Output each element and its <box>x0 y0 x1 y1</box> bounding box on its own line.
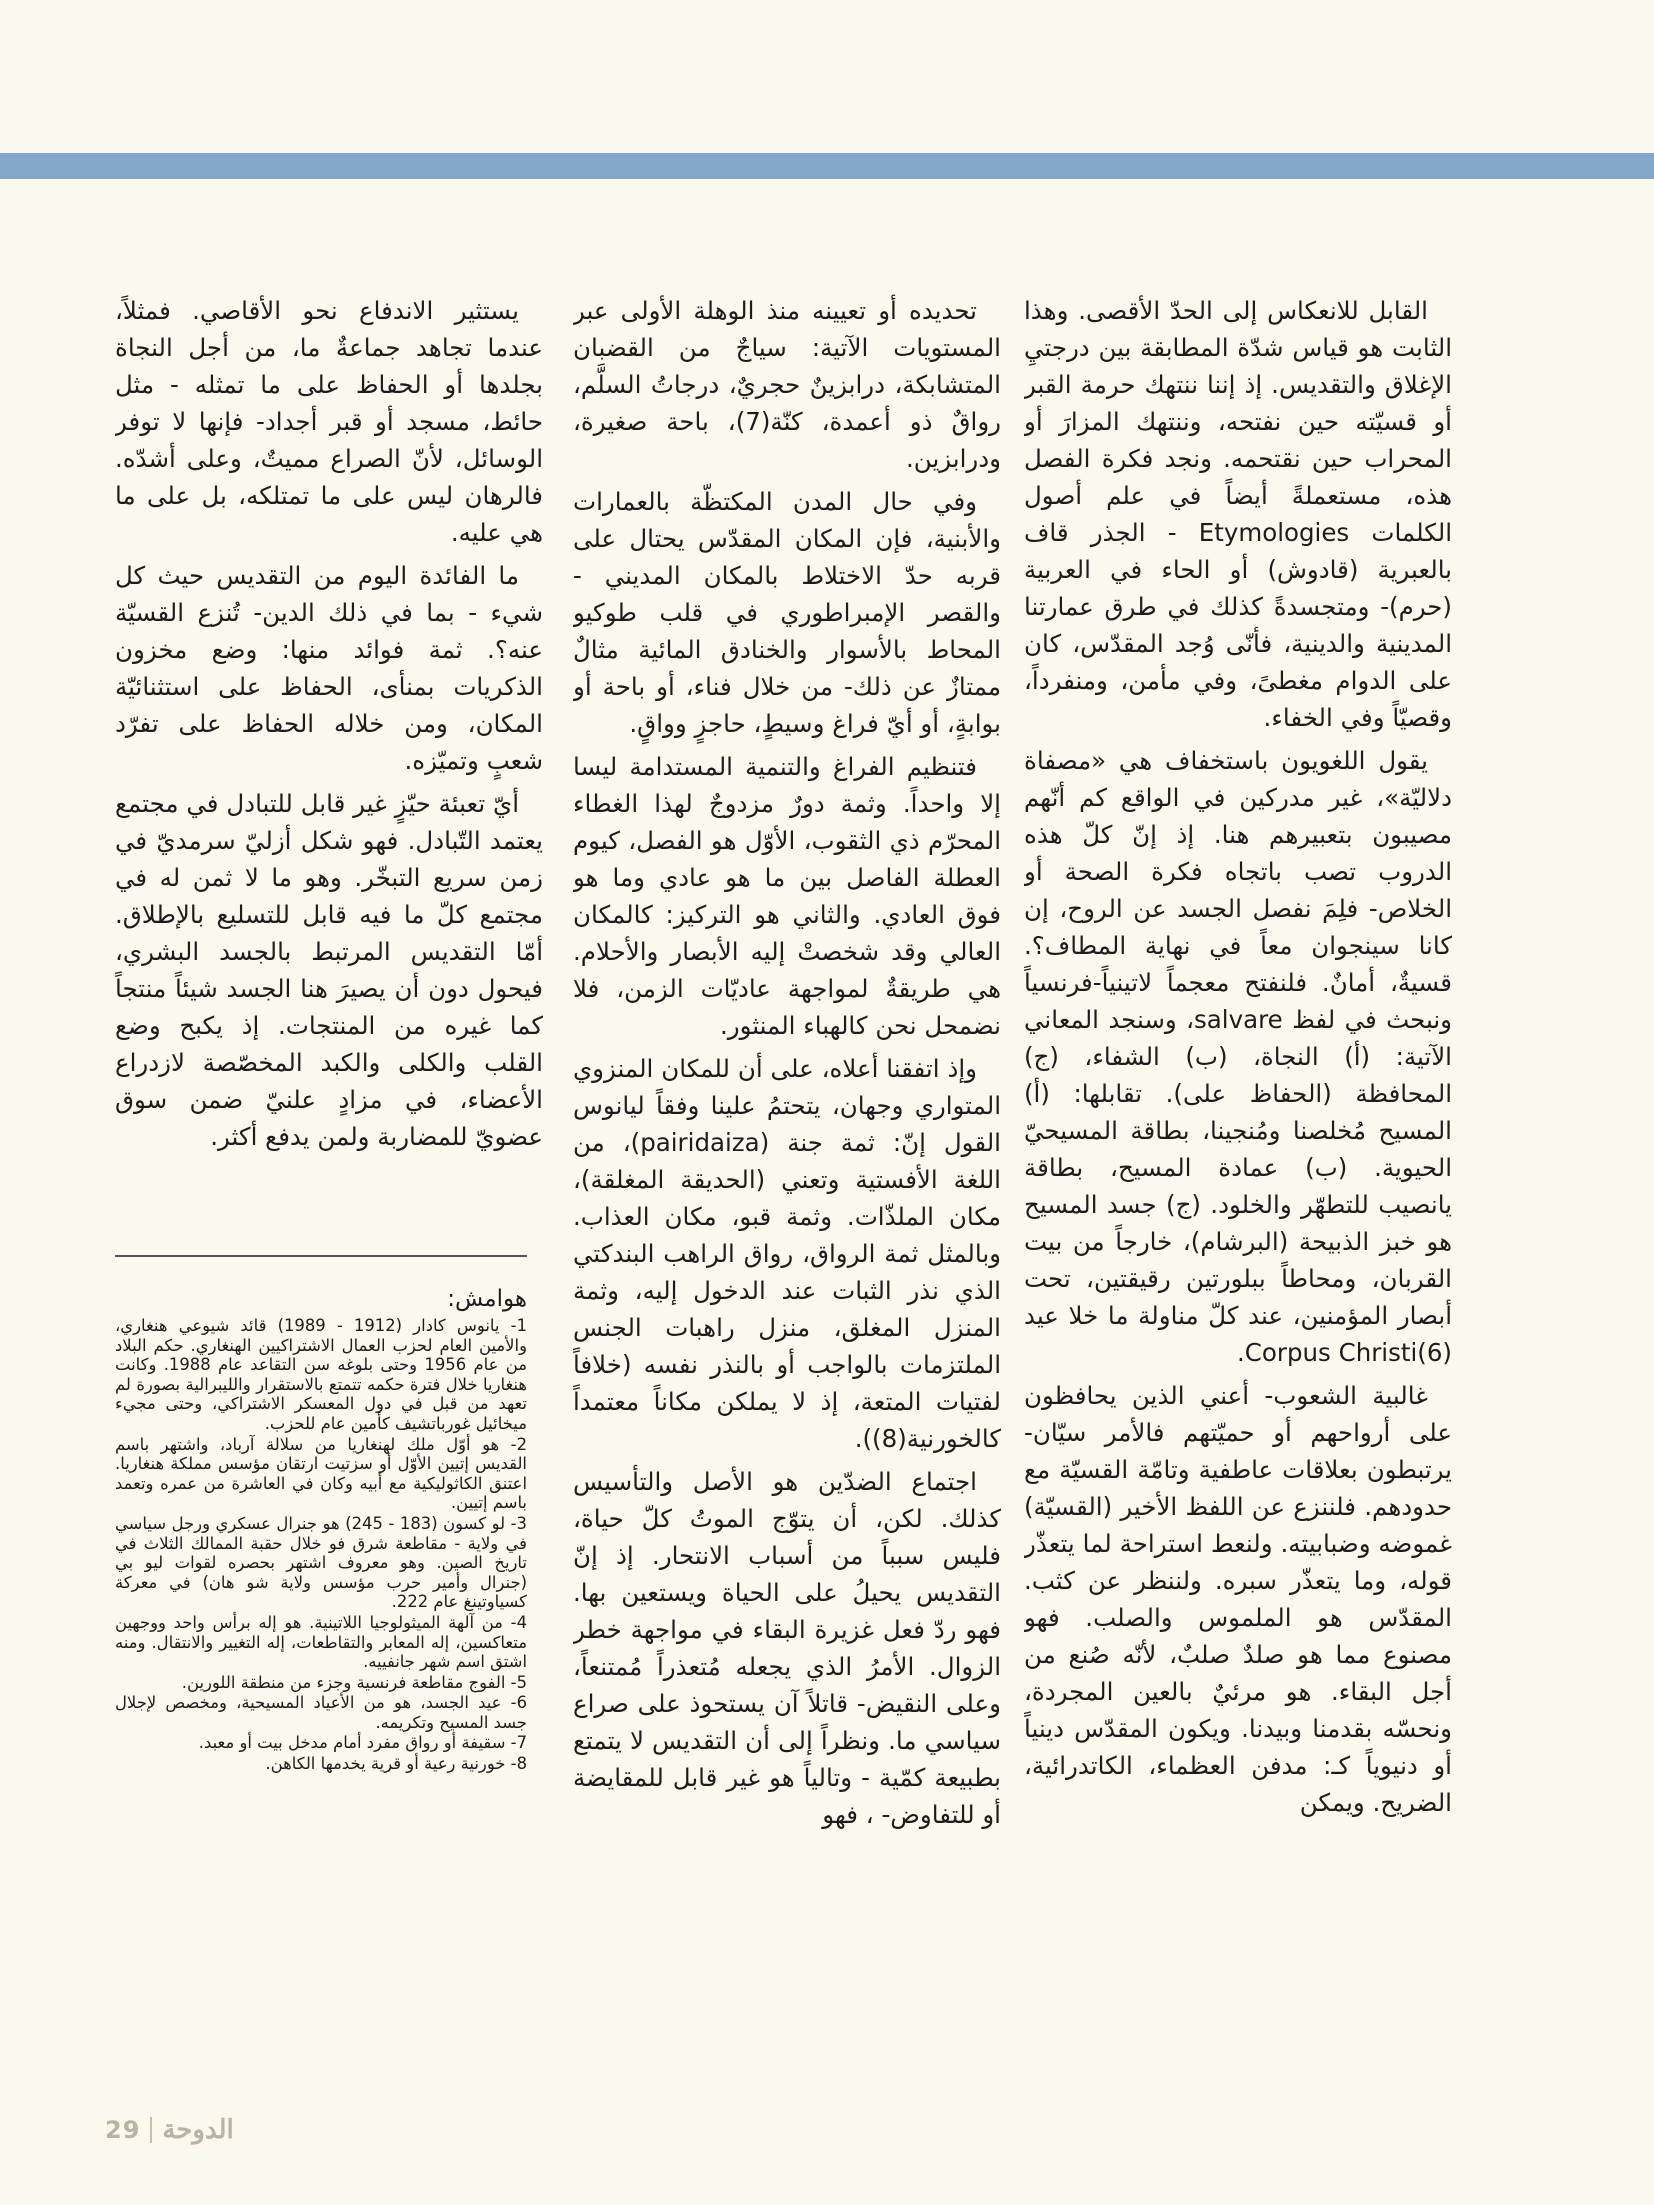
paragraph: وفي حال المدن المكتظّة بالعمارات والأبنية، فإن المكان المقدّس يحتال على قربه حدّ الاختلاط بالمكان المديني - والقصر الإمبراطوري في قلب طوكيو المحاط بالأسوار والخنادق المائية مثالٌ ممتازٌ عن ذلك- من خلال فناء، أو باحة أو بوابةٍ، أو أيّ فراغ وسيطٍ، حاجزٍ وواقٍ. <box>573 487 1001 738</box>
page-footer <box>105 2110 234 2150</box>
footnote: 3- لو كسون (183 - 245) هو جنرال عسكري ورجل سياسي في ولاية - مقاطعة شرق فو خلال حقبة الممالك الثلاث في تاريخ الصين. وهو معروف اشتهر بحصره لقوات ليو بي (جنرال وأمير حرب مؤسس ولاية شو هان) في معركة كسياوتينغ عام 222. <box>115 1513 527 1612</box>
paragraph: غالبية الشعوب- أعني الذين يحافظون على أرواحهم أو حميّتهم فالأمر سيّان- يرتبطون بعلاقات عاطفية وتامّة القسيّة مع حدودهم. فلننزع عن اللفظ الأخير (القسيّة) غموضه وضبابيته. ولنعط استراحة لما يتعذّر قوله، وما يتعذّر سبره. ولننظر عن كثب. المقدّس هو الملموس والصلب. فهو مصنوع مما هو صلدٌ صلبٌ، لأنّه صُنع من أجل البقاء. هو مرئيٌ بالعين المجردة، ونحسّه بقدمنا وبيدنا. ويكون المقدّس دينياً أو دنيوياً كـ: مدفن العظماء، الكاتدرائية، الضريح. ويمكن <box>1024 1381 1452 1817</box>
footnote: 6- عيد الجسد، هو من الأعياد المسيحية، ومخصص لإجلال جسد المسيح وتكريمه. <box>115 1693 527 1732</box>
footer-separator <box>150 2117 152 2143</box>
footnotes <box>115 1284 527 1984</box>
paragraph: القابل للانعكاس إلى الحدّ الأقصى. وهذا الثابت هو قياس شدّة المطابقة بين درجتيِ الإغلاق والتقديس. إذ إننا ننتهك حرمة القبر أو قسيّته حين نفتحه، وننتهك المزارَ أو المحراب حين نقتحمه. ونجد فكرة الفصل هذه، مستعملةً أيضاً في علم أصول الكلمات Etymologies - الجذر قاف بالعبرية (قادوش) أو الحاء في العربية (حرم)- ومتجسدةً كذلك في طرق عمارتنا المدينية والدينية، فأنّى وُجد المقدّس، كان على الدوام مغطىً، وفي مأمن، ومنفرداً، وقصيّاً وفي الخفاء. <box>1024 296 1452 732</box>
paragraph: يقول اللغويون باستخفاف هي «مصفاة دلاليّة»، غير مدركين في الواقع كم أنّهم مصيبون بتعبيرهم هنا. إذ إنّ كلّ هذه الدروب تصب باتجاه فكرة الصحة أو الخلاص- فلِمَ نفصل الجسد عن الروح، إن كانا سينجوان معاً في نهاية المطاف؟. قسيةٌ، أمانٌ. فلنفتح معجماً لاتينياً-فرنسياً ونبحث في لفظ salvare، وسنجد المعاني الآتية: (أ) النجاة، (ب) الشفاء، (ج) المحافظة (الحفاظ على). تقابلها: (أ) المسيح مُخلصنا ومُنجينا، بطاقة المسيحيّ الحيوية. (ب) عمادة المسيح، بطاقة يانصيب للتطهّر والخلود. (ج) جسد المسيح هو خبز الذبيحة (البرشام)، خارجاً من بيت القربان، ومحاطاً ببلورتين رقيقتين، تحت أبصار المؤمنين، عند كلّ مناولة ما خلا عيد Corpus Christi(6). <box>1024 746 1452 1367</box>
paragraph: أيّ تعبئة حيّزٍ غير قابل للتبادل في مجتمع يعتمد التّبادل. فهو شكل أزليّ سرمديّ في زمن سريع التبخّر. وهو ما لا ثمن له في مجتمع كلّ ما فيه قابل للتسليع بالإطلاق. أمّا التقديس المرتبط بالجسد البشري، فيحول دون أن يصيرَ هنا الجسد شيئاً منتجاً كما غيره من المنتجات. إذ يكبح وضع القلب والكلى والكبد المخصّصة لازدراع الأعضاء، في مزادٍ علنيّ ضمن سوق عضويّ للمضاربة ولمن يدفع أكثر. <box>115 789 543 1151</box>
footnote: 4- من آلهة الميثولوجيا اللاتينية. هو إله برأس واحد ووجهين متعاكسين، إله المعابر والتقاطعات، إله التغيير والانتقال. ومنه اشتق اسم شهر جانفييه. <box>115 1612 527 1672</box>
header-color-band <box>0 153 1654 179</box>
paragraph: فتنظيم الفراغ والتنمية المستدامة ليسا إلا واحداً. وثمة دورٌ مزدوجٌ لهذا الغطاء المحرّم ذي الثقوب، الأوّل هو الفصل، كيوم العطلة الفاصل بين ما هو عادي وما هو فوق العادي. والثاني هو التركيز: كالمكان العالي وقد شخصتْ إليه الأبصار والأحلام. هي طريقةٌ لمواجهة عاديّات الزمن، فلا نضمحل نحن كالهباء المنثور. <box>573 752 1001 1040</box>
footnotes-divider <box>115 1255 527 1257</box>
footnotes-title: هوامش: <box>447 1286 527 1312</box>
paragraph: ما الفائدة اليوم من التقديس حيث كل شيء - بما في ذلك الدين- تُنزع القسيّة عنه؟. ثمة فوائد منها: وضع مخزون الذكريات بمنأى، الحفاظ على استثنائيّة المكان، ومن خلاله الحفاظ على تفرّد شعبٍ وتميّزه. <box>115 561 543 775</box>
footnote: 1- يانوس كادار (1912 - 1989) قائد شيوعي هنغاري، والأمين العام لحزب العمال الاشتراكيين الهنغاري. حكم البلاد من عام 1956 وحتى بلوغه سن التقاعد عام 1988. وكانت هنغاريا خلال فترة حكمه تتمتع بالاستقرار والليبرالية بصورة لم تعهد من قبل في دول المعسكر الاشتراكي، وحتى مجيء ميخائيل غورباتشيف كأمين عام للحزب. <box>115 1316 527 1433</box>
article-column-right <box>1024 292 1452 2082</box>
footnote: 5- الفوج مقاطعة فرنسية وجزء من منطقة اللورين. <box>181 1672 527 1692</box>
magazine-logo: الدوحة <box>162 2115 234 2145</box>
paragraph: تحديده أو تعيينه منذ الوهلة الأولى عبر المستويات الآتية: سياجٌ من القضبان المتشابكة، درابزينٌ حجريٌ، درجاتُ السلَّم، رواقٌ ذو أعمدة، كنّة(7)، باحة صغيرة، ودرابزين. <box>573 296 1001 473</box>
page-number: 29 <box>105 2116 141 2144</box>
paragraph: يستثير الاندفاع نحو الأقاصي. فمثلاً، عندما تجاهد جماعةٌ ما، من أجل النجاة بجلدها أو الحفاظ على ما تمثله - مثل حائط، مسجد أو قبر أجداد- فإنها لا توفر الوسائل، لأنّ الصراع مميتٌ، وعلى أشدّه. فالرهان ليس على ما تمتلكه، بل على ما هي عليه. <box>115 296 543 547</box>
footnote: 8- خورنية رعية أو قرية يخدمها الكاهن. <box>265 1754 527 1774</box>
footnote: 2- هو أوّل ملك لهنغاريا من سلالة آرباد، واشتهر باسم القديس إتيين الأوّل أو سزتيت ارتقان مؤسس مملكة هنغاريا. اعتنق الكاثوليكية مع أبيه وكان في العاشرة من عمره وتعمد باسم إتيين. <box>115 1434 527 1513</box>
paragraph: وإذ اتفقنا أعلاه، على أن للمكان المنزوي المتواري وجهان، يتحتمُ علينا وفقاً ليانوس القول إنّ: ثمة جنة (pairidaiza)، من اللغة الأفستية وتعني (الحديقة المغلقة)، مكان الملذّات. وثمة قبو، مكان العذاب. وبالمثل ثمة الرواق، رواق الراهب البندكتي الذي نذر الثبات عند الدخول إليه، وثمة المنزل المغلق، منزل راهبات الجنس الملتزمات بالواجب أو بالنذر نفسه (خلافاً لفتيات المتعة، إذ لا يملكن مكاناً معتمداً كالخورنية(8)). <box>573 1054 1001 1453</box>
footnote: 7- سقيفة أو رواق مفرد أمام مدخل بيت أو معبد. <box>198 1733 527 1753</box>
paragraph: اجتماع الضدّين هو الأصل والتأسيس كذلك. لكن، أن يتوّج الموتُ كلّ حياة، فليس سبباً من أسباب الانتحار. إذ إنّ التقديس يحيلُ على الحياة ويستعين بها. فهو ردّ فعل غزيرة البقاء في مواجهة خطر الزوال. الأمرُ الذي يجعله مُتعذراً مُمتنعاً، وعلى النقيض- قاتلاً آن يستحوذ على صراع سياسي ما. ونظراً إلى أن التقديس لا يتمتع بطبيعة كمّية - وتالياً هو غير قابل للمقايضة أو للتفاوض- ، فهو <box>573 1467 1001 1829</box>
article-column-left <box>115 292 543 1240</box>
article-column-middle <box>573 292 1001 2082</box>
